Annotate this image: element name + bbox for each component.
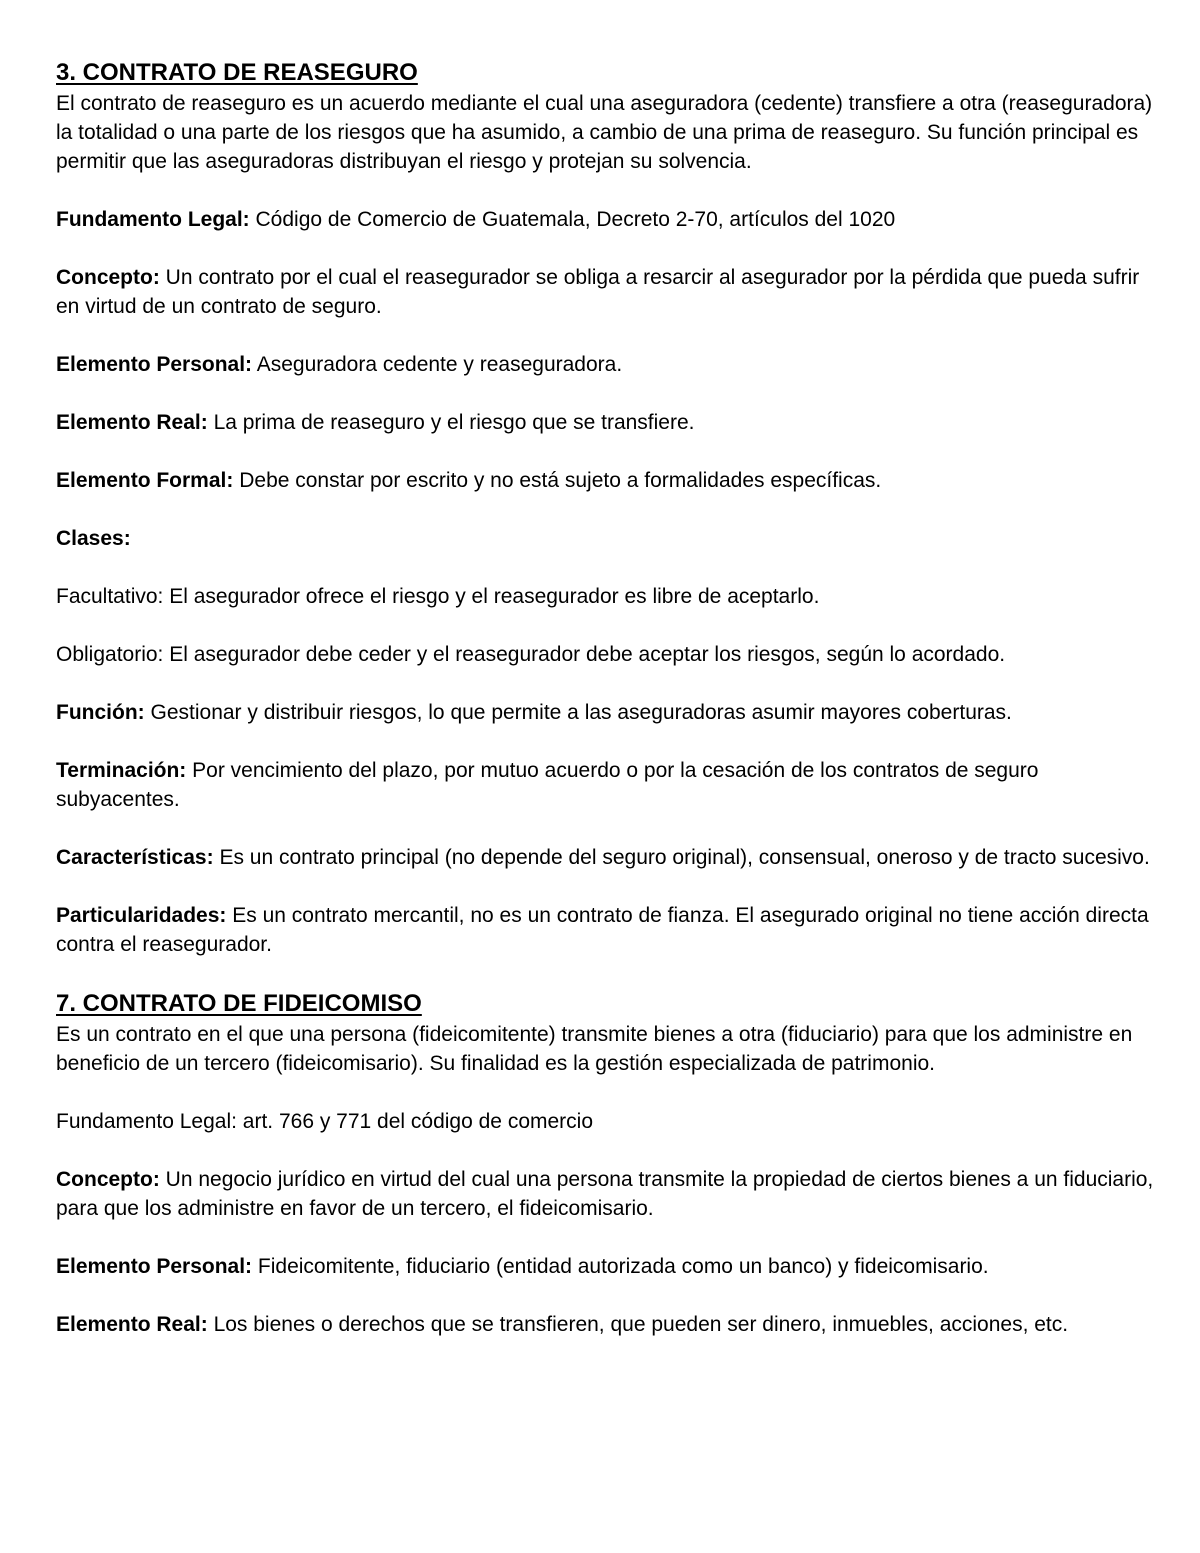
particularidades-text: Es un contrato mercantil, no es un contrato de fianza. El asegurado original no tiene acción directa contra el reasegurador.	[56, 904, 1149, 956]
funcion-text: Gestionar y distribuir riesgos, lo que permite a las aseguradoras asumir mayores coberturas.	[150, 701, 1012, 724]
elemento-real-text: La prima de reaseguro y el riesgo que se transfiere.	[213, 411, 695, 434]
caracteristicas-text: Es un contrato principal (no depende del seguro original), consensual, oneroso y de tracto sucesivo.	[219, 846, 1150, 869]
terminacion-reaseguro	[56, 756, 1156, 814]
clase-obligatorio: Obligatorio: El asegurador debe ceder y el reasegurador debe aceptar los riesgos, según lo acordado.	[56, 643, 1006, 666]
elemento-formal-text: Debe constar por escrito y no está sujeto a formalidades específicas.	[239, 469, 882, 492]
terminacion-label: Terminación:	[56, 759, 187, 782]
elemento-formal-label: Elemento Formal:	[56, 469, 234, 492]
elemento-real-label: Elemento Real:	[56, 411, 208, 434]
fundamento-legal-reaseguro	[56, 205, 1156, 234]
elemento-real-fideicomiso	[56, 1310, 1156, 1339]
elemento-formal-reaseguro	[56, 466, 1156, 495]
terminacion-text: Por vencimiento del plazo, por mutuo acuerdo o por la cesación de los contratos de seguro subyacentes.	[56, 759, 1039, 811]
fundamento-legal-fideicomiso: Fundamento Legal: art. 766 y 771 del código de comercio	[56, 1110, 594, 1133]
clase-facultativo: Facultativo: El asegurador ofrece el riesgo y el reasegurador es libre de aceptarlo.	[56, 585, 820, 608]
elemento-personal-reaseguro	[56, 350, 1156, 379]
elemento-real-label: Elemento Real:	[56, 1313, 208, 1336]
clases-label: Clases:	[56, 527, 131, 550]
elemento-personal-label: Elemento Personal:	[56, 353, 253, 376]
concepto-text: Un contrato por el cual el reasegurador se obliga a resarcir al asegurador por la pérdida que pueda sufrir en virtud de un contrato de seguro.	[56, 266, 1140, 318]
caracteristicas-reaseguro	[56, 843, 1156, 872]
elemento-real-text: Los bienes o derechos que se transfieren, que pueden ser dinero, inmuebles, acciones, etc.	[213, 1313, 1069, 1336]
funcion-reaseguro	[56, 698, 1156, 727]
section-title-fideicomiso: 7. CONTRATO DE FIDEICOMISO	[56, 990, 422, 1017]
elemento-personal-text: Aseguradora cedente y reaseguradora.	[256, 353, 623, 376]
section-title-reaseguro: 3. CONTRATO DE REASEGURO	[56, 59, 418, 86]
particularidades-label: Particularidades:	[56, 904, 227, 927]
fundamento-legal-text: Código de Comercio de Guatemala, Decreto 2-70, artículos del 1020	[255, 208, 896, 231]
concepto-fideicomiso	[56, 1165, 1156, 1223]
elemento-personal-label: Elemento Personal:	[56, 1255, 253, 1278]
concepto-label: Concepto:	[56, 1168, 160, 1191]
concepto-text: Un negocio jurídico en virtud del cual una persona transmite la propiedad de ciertos bienes a un fiduciario, para que los administre en favor de un tercero, el fideicomisario.	[56, 1168, 1154, 1220]
elemento-real-reaseguro	[56, 408, 1156, 437]
caracteristicas-label: Características:	[56, 846, 214, 869]
funcion-label: Función:	[56, 701, 145, 724]
document-page	[56, 58, 1156, 1339]
clases-heading	[56, 524, 1156, 553]
elemento-personal-fideicomiso	[56, 1252, 1156, 1281]
fundamento-legal-label: Fundamento Legal:	[56, 208, 250, 231]
concepto-label: Concepto:	[56, 266, 160, 289]
particularidades-reaseguro	[56, 901, 1156, 959]
concepto-reaseguro	[56, 263, 1156, 321]
section-intro-fideicomiso: Es un contrato en el que una persona (fideicomitente) transmite bienes a otra (fiduciario) para que los administre en beneficio de un tercero (fideicomisario). Su finalidad es la gestión especializada de patrimonio.	[56, 1023, 1133, 1075]
section-intro-reaseguro: El contrato de reaseguro es un acuerdo mediante el cual una aseguradora (cedente) transfiere a otra (reaseguradora) la totalidad o una parte de los riesgos que ha asumido, a cambio de una prima de reaseguro. Su función principal es permitir que las aseguradoras distribuyan el riesgo y protejan su solvencia.	[56, 92, 1153, 173]
elemento-personal-text: Fideicomitente, fiduciario (entidad autorizada como un banco) y fideicomisario.	[257, 1255, 989, 1278]
